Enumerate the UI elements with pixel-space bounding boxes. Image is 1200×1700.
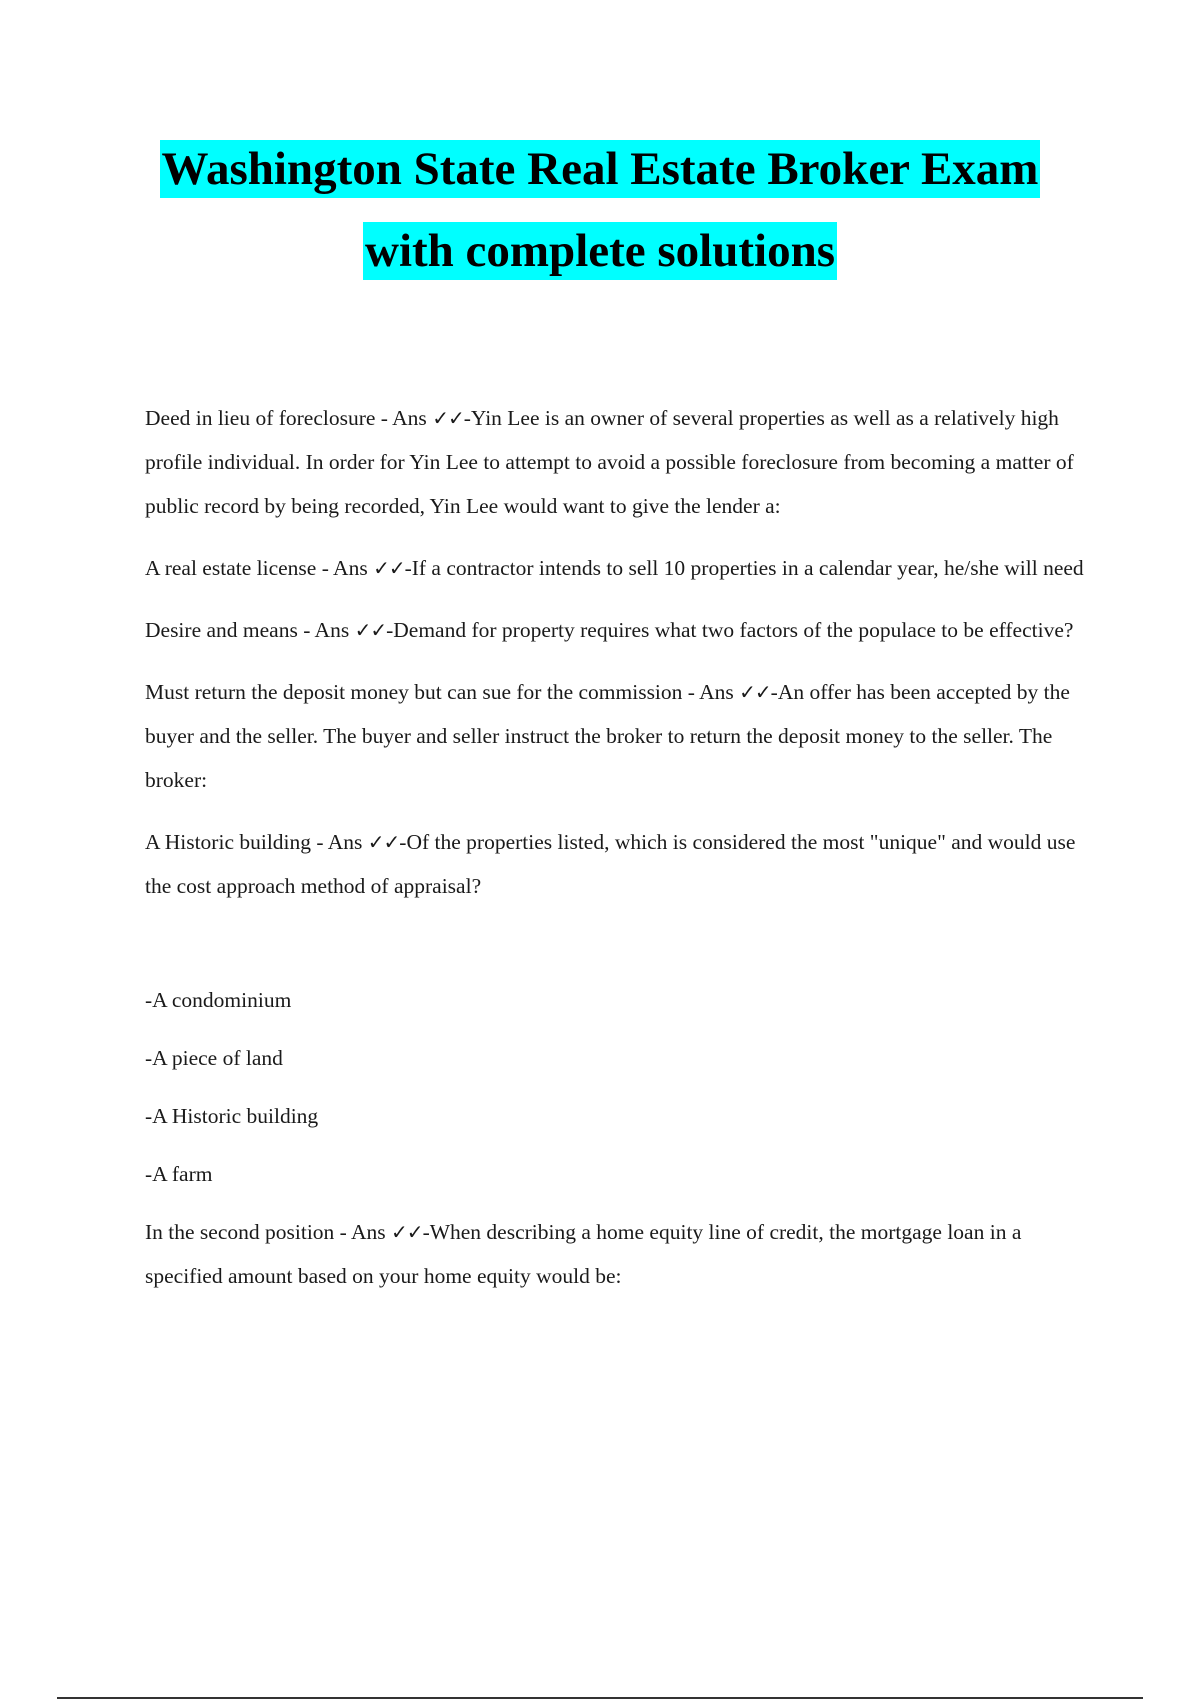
title-line-1: Washington State Real Estate Broker Exam: [160, 140, 1041, 198]
qa-question: -An offer has been accepted by the buyer and the seller. The buyer and seller instruct the broker to return the deposit money to the seller. The broker:: [145, 680, 1070, 792]
option-item: -A Historic building: [145, 1104, 319, 1128]
blank-gap: [145, 926, 1090, 978]
qa-item: [145, 820, 1090, 908]
option-item: -A farm: [145, 1162, 213, 1186]
qa-answer: In the second position - Ans: [145, 1220, 392, 1244]
check-marks-icon: ✓✓: [373, 556, 405, 580]
qa-question: -Of the properties listed, which is considered the most "unique" and would use the cost approach method of appraisal?: [145, 830, 1076, 898]
qa-answer: A real estate license - Ans: [145, 556, 374, 580]
qa-question: -When describing a home equity line of credit, the mortgage loan in a specified amount based on your home equity would be:: [145, 1220, 1022, 1288]
title-line-2: with complete solutions: [363, 222, 837, 280]
qa-question: -Demand for property requires what two factors of the populace to be effective?: [386, 618, 1074, 642]
check-marks-icon: ✓✓: [367, 830, 400, 854]
option-item: -A piece of land: [145, 1046, 283, 1070]
qa-item: [145, 608, 1090, 652]
qa-answer: Must return the deposit money but can sue for the commission - Ans: [145, 680, 740, 704]
qa-answer: Desire and means - Ans: [145, 618, 355, 642]
qa-item: [145, 546, 1090, 590]
footer-divider: [57, 1697, 1143, 1699]
qa-answer: A Historic building - Ans: [145, 830, 368, 854]
qa-content: [145, 396, 1090, 1316]
qa-question: -If a contractor intends to sell 10 properties in a calendar year, he/she will need: [404, 556, 1084, 580]
option-item: -A condominium: [145, 988, 292, 1012]
check-marks-icon: ✓✓: [739, 680, 771, 704]
document-title: [0, 140, 1200, 304]
check-marks-icon: ✓✓: [432, 406, 464, 430]
qa-item: [145, 396, 1090, 528]
qa-question: -Yin Lee is an owner of several properties as well as a relatively high profile individual. In order for Yin Lee to attempt to avoid a possible foreclosure from becoming a matter of public record by being recorded, Yin Lee would want to give the lender a:: [145, 406, 1074, 518]
qa-answer: Deed in lieu of foreclosure - Ans: [145, 406, 433, 430]
qa-item: [145, 670, 1090, 802]
qa-item: [145, 1210, 1090, 1298]
check-marks-icon: ✓✓: [391, 1220, 423, 1244]
check-marks-icon: ✓✓: [354, 618, 387, 642]
